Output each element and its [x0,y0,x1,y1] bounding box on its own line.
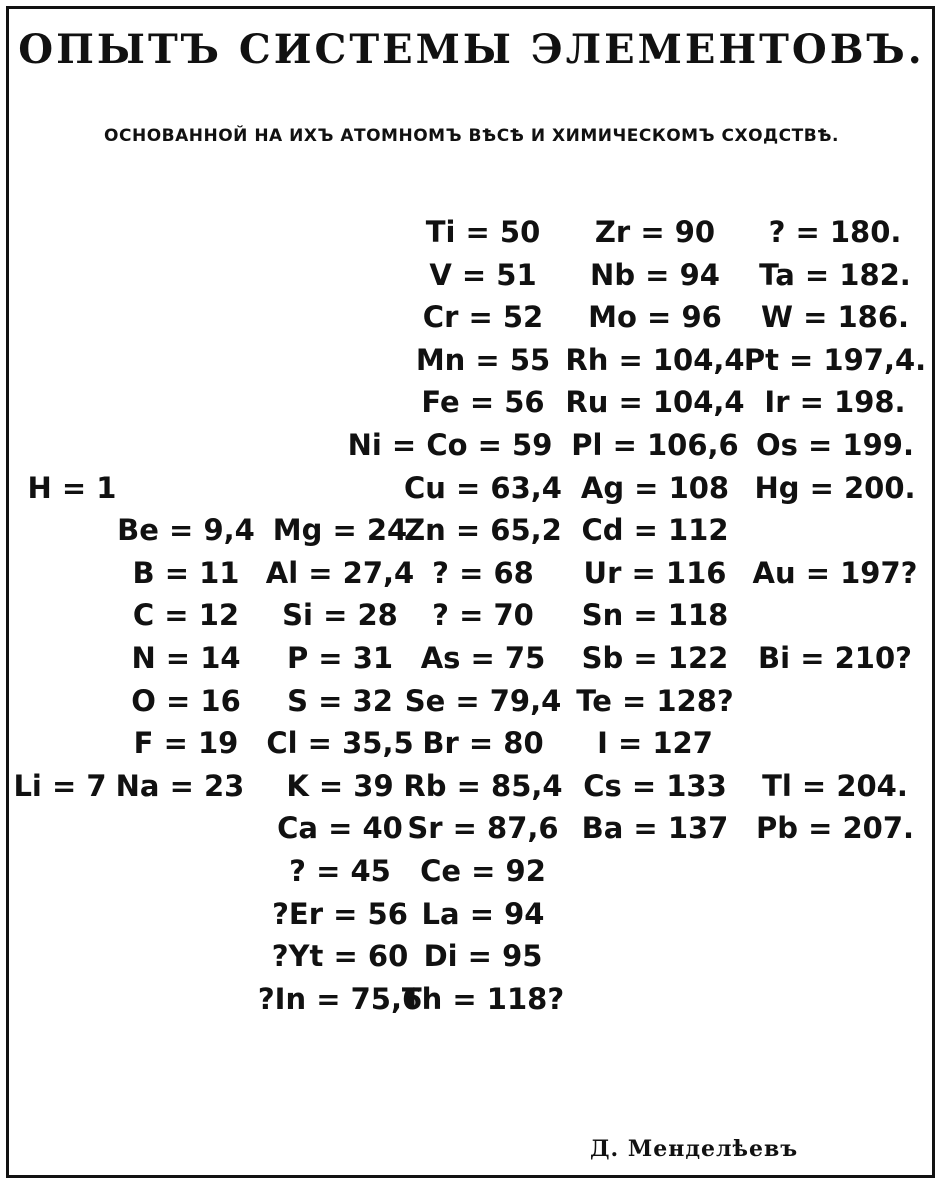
element-cell: Hg = 200. [754,470,916,505]
element-cell: Mg = 24 [272,513,408,548]
element-cell: ?Yt = 60 [271,939,409,974]
element-cell: Ba = 137 [581,811,729,846]
document-subtitle: ОСНОВАННОЙ НА ИХЪ АТОМНОМЪ ВѢСѢ И ХИМИЧЕСКОМЪ СХОДСТВѢ. [104,126,839,146]
element-cell: Zr = 90 [594,215,716,249]
element-cell: Au = 197? [752,555,918,590]
element-cell: K = 39 [286,768,394,803]
element-cell: Ca = 40 [277,811,403,846]
element-cell: Sb = 122 [581,641,729,675]
author-signature: Д. Менделѣевъ [590,1136,799,1162]
element-cell: Si = 28 [282,598,398,633]
element-cell: Pl = 106,6 [571,428,739,462]
element-cell: Cl = 35,5 [266,726,414,761]
element-cell: Ce = 92 [420,854,546,888]
element-cell: F = 19 [133,726,239,761]
element-cell: Ti = 50 [425,215,541,249]
element-cell: Nb = 94 [590,257,720,292]
element-cell: Sn = 118 [581,598,729,633]
element-cell: ?Er = 56 [272,896,408,931]
element-cell: Li = 7 [13,768,107,803]
element-cell: Se = 79,4 [404,683,562,718]
element-cell: Pt = 197,4. [743,342,927,377]
element-cell: Mo = 96 [588,300,722,335]
element-cell: Cr = 52 [422,300,544,335]
element-cell: N = 14 [131,641,241,675]
element-cell: Th = 118? [401,981,565,1016]
element-cell: Na = 23 [115,768,245,803]
element-cell: Cs = 133 [583,768,727,803]
element-cell: B = 11 [132,555,240,590]
element-cell: I = 127 [597,726,713,761]
element-cell: S = 32 [287,683,393,718]
element-cell: Be = 9,4 [117,513,255,548]
element-cell: H = 1 [27,470,117,505]
element-cell: Mn = 55 [415,342,551,377]
element-cell: Tl = 204. [762,768,908,803]
element-cell: Rb = 85,4 [403,768,563,803]
element-cell: ? = 180. [768,215,902,249]
element-cell: As = 75 [420,641,546,675]
element-cell: Ta = 182. [759,257,911,292]
document-title: ОПЫТЪ СИСТЕМЫ ЭЛЕМЕНТОВЪ. [18,26,925,73]
element-cell: Ur = 116 [583,555,727,590]
element-cell: Te = 128? [576,683,734,718]
element-cell: ? = 70 [432,598,534,633]
element-cell: Zn = 65,2 [404,513,562,548]
element-cell: ? = 45 [289,854,391,888]
element-cell: O = 16 [131,683,241,718]
element-cell: Rh = 104,4 [565,342,745,377]
element-cell: Cu = 63,4 [404,470,562,505]
element-cell: Ir = 198. [764,385,906,420]
element-cell: Al = 27,4 [265,555,415,590]
element-cell: ? = 68 [432,555,534,590]
element-cell: Br = 80 [422,726,544,761]
element-cell: Ni = Co = 59 [347,428,553,462]
element-cell: C = 12 [132,598,240,633]
element-cell: P = 31 [286,641,394,675]
element-cell: ?In = 75,6 [257,981,423,1016]
element-cell: Pb = 207. [755,811,915,846]
element-cell: Bi = 210? [758,641,912,675]
element-cell: V = 51 [429,257,537,292]
element-cell: Fe = 56 [421,385,545,420]
element-cell: Os = 199. [756,428,914,462]
element-cell: Ag = 108 [580,470,730,505]
element-cell: Ru = 104,4 [565,385,745,420]
element-cell: Sr = 87,6 [407,811,559,846]
element-cell: Di = 95 [423,939,543,974]
element-cell: Cd = 112 [581,513,729,548]
element-cell: W = 186. [760,300,910,335]
element-cell: La = 94 [421,896,545,931]
